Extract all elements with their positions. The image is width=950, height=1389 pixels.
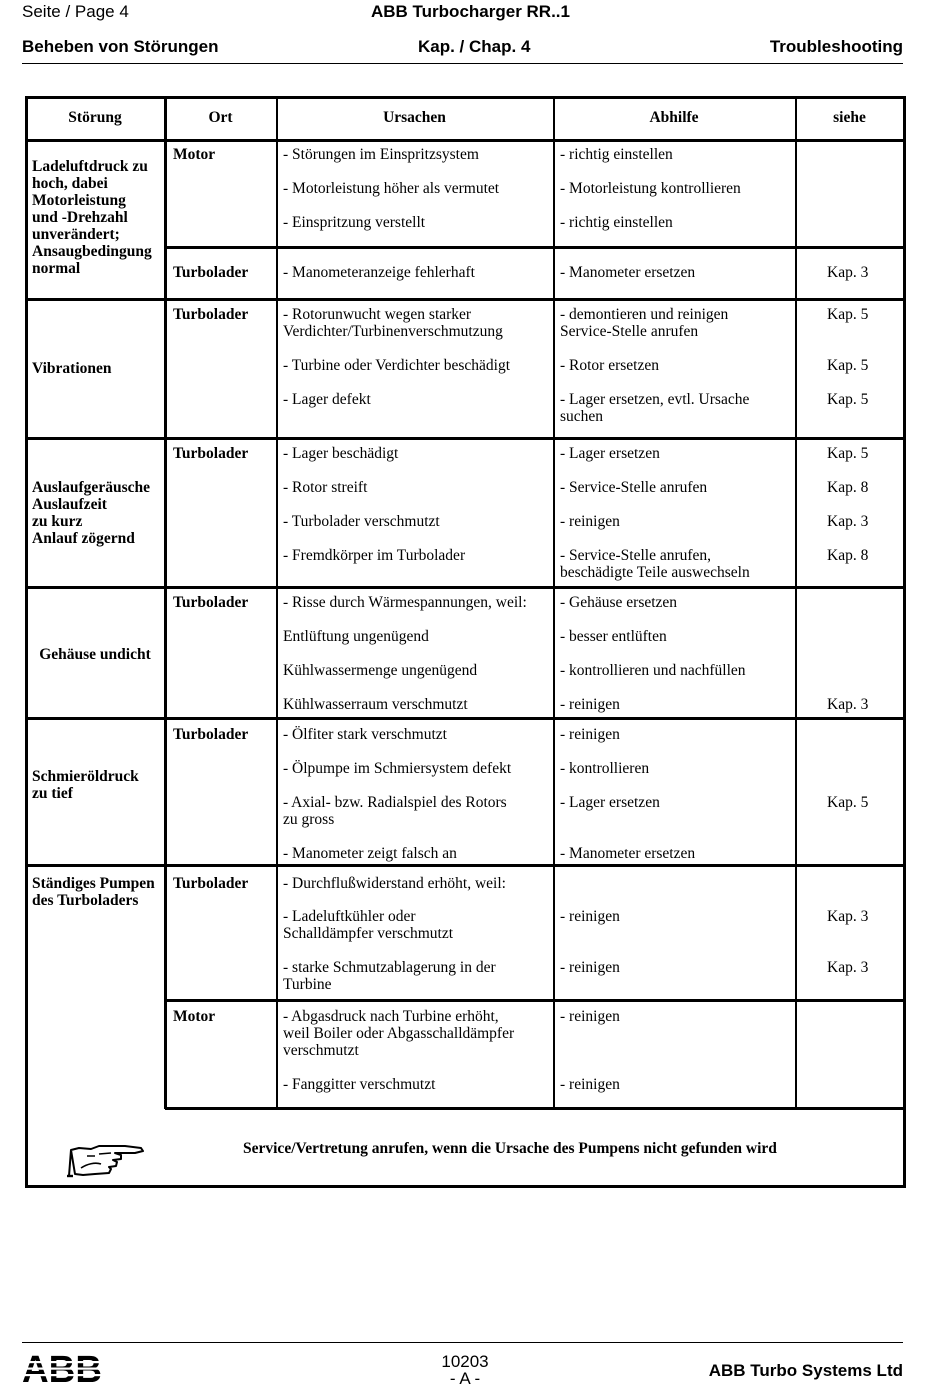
cause-text: - Axial- bzw. Radialspiel des Rotors [283, 794, 507, 811]
reference-text: Kap. 3 [827, 264, 869, 281]
remedy-text: - reinigen [560, 726, 620, 743]
cause-text: Kühlwassermenge ungenügend [283, 662, 478, 679]
location-label: Motor [173, 146, 216, 163]
column-header-stoerung: Störung [68, 109, 122, 126]
reference-text: Kap. 5 [827, 794, 869, 811]
remedy-text: - Service-Stelle anrufen [560, 479, 708, 496]
pointing-hand-icon [65, 1140, 147, 1185]
symptom-label: Vibrationen [32, 360, 112, 377]
cause-text: - Durchflußwiderstand erhöht, weil: [283, 875, 506, 892]
cause-text: Kühlwasserraum verschmutzt [283, 696, 468, 713]
cause-text: - Ölfiter stark verschmutzt [283, 726, 447, 743]
row-divider [25, 717, 906, 720]
row-divider [165, 999, 906, 1002]
footer-rule [22, 1342, 903, 1343]
cause-text: weil Boiler oder Abgasschalldämpfer [283, 1025, 515, 1042]
cause-text: verschmutzt [283, 1042, 359, 1059]
symptom-label: zu kurz [32, 513, 83, 530]
company-name: ABB Turbo Systems Ltd [708, 1361, 903, 1380]
reference-text: Kap. 3 [827, 696, 869, 713]
location-label: Turbolader [173, 306, 249, 323]
troubleshooting-table [25, 96, 906, 1188]
cause-text: - Einspritzung verstellt [283, 214, 426, 231]
row-divider [25, 586, 906, 589]
cause-text: - Manometer zeigt falsch an [283, 845, 457, 862]
remedy-text: - reinigen [560, 1076, 620, 1093]
cause-text: - Turbine oder Verdichter beschädigt [283, 357, 510, 374]
remedy-text: - reinigen [560, 959, 620, 976]
cause-text: - Abgasdruck nach Turbine erhöht, [283, 1008, 499, 1025]
table-border-top [25, 96, 906, 99]
symptom-label: Gehäuse undicht [39, 646, 151, 663]
symptom-label: Ständiges Pumpen [32, 875, 155, 892]
remedy-text: - richtig einstellen [560, 146, 673, 163]
remedy-text: - besser entlüften [560, 628, 667, 645]
cause-text: - Fremdkörper im Turbolader [283, 547, 466, 564]
cause-text: Schalldämpfer verschmutzt [283, 925, 454, 942]
remedy-text: - Lager ersetzen, evtl. Ursache [560, 391, 750, 408]
cause-text: - Lager defekt [283, 391, 371, 408]
symptom-label: Auslaufzeit [32, 496, 107, 513]
row-divider [25, 437, 906, 440]
row-divider [165, 1107, 906, 1110]
remedy-text: Service-Stelle anrufen [560, 323, 699, 340]
remedy-text: - reinigen [560, 513, 620, 530]
remedy-text: - Motorleistung kontrollieren [560, 180, 741, 197]
reference-text: Kap. 5 [827, 306, 869, 323]
header-rule [22, 63, 903, 64]
remedy-text: - Rotor ersetzen [560, 357, 659, 374]
column-header-ort: Ort [208, 109, 233, 126]
column-header-siehe: siehe [833, 109, 866, 126]
reference-text: Kap. 3 [827, 513, 869, 530]
location-label: Turbolader [173, 726, 249, 743]
cause-text: - Fanggitter verschmutzt [283, 1076, 436, 1093]
chapter-label: Kap. / Chap. 4 [418, 37, 531, 56]
revision-label: - A - [449, 1369, 481, 1388]
row-divider [165, 246, 906, 249]
remedy-text: - Lager ersetzen [560, 445, 660, 462]
cause-text: - Risse durch Wärmespannungen, weil: [283, 594, 527, 611]
symptom-label: zu tief [32, 785, 73, 802]
row-divider [25, 298, 906, 301]
remedy-text: - reinigen [560, 1008, 620, 1025]
section-title-de: Beheben von Störungen [22, 37, 219, 56]
remedy-text: - Manometer ersetzen [560, 845, 696, 862]
symptom-label: Ansaugbedingung [32, 243, 152, 260]
symptom-label: Anlauf zögernd [32, 530, 135, 547]
cause-text: - Rotor streift [283, 479, 368, 496]
reference-text: Kap. 3 [827, 959, 869, 976]
table-border-bottom [25, 1185, 906, 1188]
service-note: Service/Vertretung anrufen, wenn die Ursache des Pumpens nicht gefunden wird [243, 1140, 777, 1157]
cause-text: - Ladeluftkühler oder [283, 908, 416, 925]
document-title: ABB Turbocharger RR..1 [371, 2, 570, 21]
remedy-text: - Manometer ersetzen [560, 264, 696, 281]
remedy-text: beschädigte Teile auswechseln [560, 564, 750, 581]
remedy-text: - demontieren und reinigen [560, 306, 729, 323]
reference-text: Kap. 5 [827, 391, 869, 408]
table-border-left [25, 96, 28, 1188]
location-label: Turbolader [173, 264, 249, 281]
remedy-text: - Lager ersetzen [560, 794, 660, 811]
reference-text: Kap. 8 [827, 547, 869, 564]
cause-text: - Manometeranzeige fehlerhaft [283, 264, 475, 281]
location-label: Motor [173, 1008, 216, 1025]
cause-text: - Rotorunwucht wegen starker [283, 306, 472, 323]
column-header-abhilfe: Abhilfe [649, 109, 699, 126]
cause-text: Turbine [283, 976, 332, 993]
page-number: Seite / Page 4 [22, 2, 129, 21]
location-label: Turbolader [173, 875, 249, 892]
cause-text: Verdichter/Turbinenverschmutzung [283, 323, 503, 340]
symptom-label: des Turboladers [32, 892, 139, 909]
remedy-text: suchen [560, 408, 604, 425]
location-label: Turbolader [173, 445, 249, 462]
section-title-en: Troubleshooting [769, 37, 903, 56]
cause-text: - Ölpumpe im Schmiersystem defekt [283, 760, 512, 777]
cause-text: zu gross [283, 811, 335, 828]
remedy-text: - richtig einstellen [560, 214, 673, 231]
cause-text: - starke Schmutzablagerung in der [283, 959, 496, 976]
symptom-label: Ladeluftdruck zu [32, 158, 148, 175]
reference-text: Kap. 8 [827, 479, 869, 496]
remedy-text: - kontrollieren und nachfüllen [560, 662, 746, 679]
symptom-label: Schmieröldruck [32, 768, 139, 785]
cause-text: Entlüftung ungenügend [283, 628, 429, 645]
cause-text: - Motorleistung höher als vermutet [283, 180, 500, 197]
location-label: Turbolader [173, 594, 249, 611]
document-number: 10203 [441, 1352, 489, 1371]
remedy-text: - Gehäuse ersetzen [560, 594, 678, 611]
cause-text: - Turbolader verschmutzt [283, 513, 440, 530]
reference-text: Kap. 3 [827, 908, 869, 925]
reference-text: Kap. 5 [827, 445, 869, 462]
remedy-text: - Service-Stelle anrufen, [560, 547, 712, 564]
reference-text: Kap. 5 [827, 357, 869, 374]
row-divider [25, 139, 906, 142]
cause-text: - Lager beschädigt [283, 445, 399, 462]
cause-text: - Störungen im Einspritzsystem [283, 146, 479, 163]
symptom-label: und -Drehzahl [32, 209, 128, 226]
column-header-ursachen: Ursachen [383, 109, 446, 126]
remedy-text: - reinigen [560, 696, 620, 713]
symptom-label: Auslaufgeräusche [32, 479, 150, 496]
row-divider [25, 864, 906, 867]
remedy-text: - kontrollieren [560, 760, 650, 777]
symptom-label: unverändert; [32, 226, 120, 243]
remedy-text: - reinigen [560, 908, 620, 925]
symptom-label: hoch, dabei [32, 175, 108, 192]
symptom-label: normal [32, 260, 81, 277]
table-border-right [903, 96, 906, 1188]
symptom-label: Motorleistung [32, 192, 126, 209]
